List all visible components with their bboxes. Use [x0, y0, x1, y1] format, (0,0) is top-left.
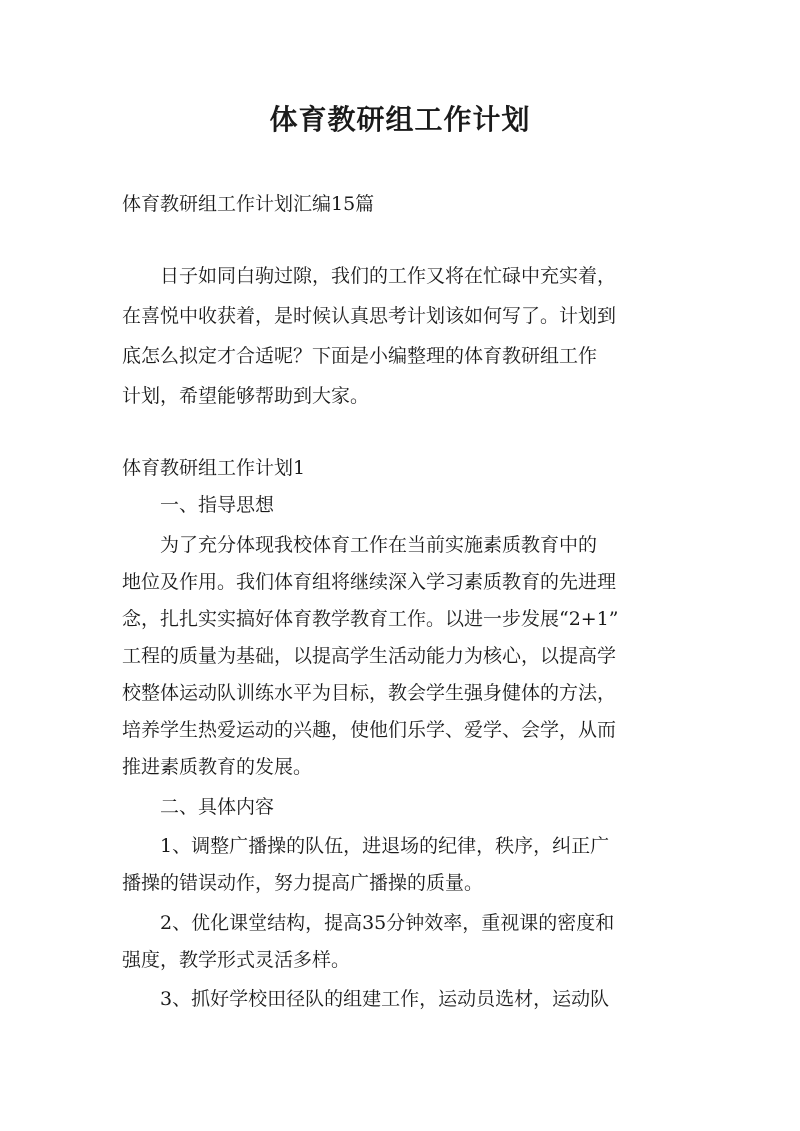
intro-line: 底怎么拟定才合适呢？下面是小编整理的体育教研组工作 [122, 345, 598, 367]
section-heading: 体育教研组工作计划1 [122, 457, 306, 479]
item-line: 播操的错误动作，努力提高广播操的质量。 [122, 872, 484, 894]
part1-body-line: 地位及作用。我们体育组将继续深入学习素质教育的先进理 [122, 571, 617, 593]
item-line: 1、调整广播操的队伍，进退场的纪律，秩序，纠正广 [160, 835, 610, 857]
item-line: 强度，教学形式灵活多样。 [122, 949, 351, 971]
part1-body-line: 培养学生热爱运动的兴趣，使他们乐学、爱学、会学，从而 [122, 719, 617, 741]
part1-body-line: 念，扎扎实实搞好体育教学教育工作。以进一步发展“2+1” [122, 608, 619, 630]
intro-line: 计划，希望能够帮助到大家。 [122, 385, 370, 407]
part1-body-line: 为了充分体现我校体育工作在当前实施素质教育中的 [160, 534, 598, 556]
part1-heading: 一、指导思想 [160, 494, 275, 516]
document-title: 体育教研组工作计划 [269, 103, 531, 136]
part1-body-line: 工程的质量为基础，以提高学生活动能力为核心，以提高学 [122, 645, 617, 667]
item-line: 3、抓好学校田径队的组建工作，运动员选材，运动队 [160, 988, 610, 1010]
part1-body-line: 推进素质教育的发展。 [122, 756, 313, 778]
item-line: 2、优化课堂结构，提高35分钟效率，重视课的密度和 [160, 912, 615, 934]
intro-line: 日子如同白驹过隙，我们的工作又将在忙碌中充实着， [160, 265, 617, 287]
document-subtitle: 体育教研组工作计划汇编15篇 [122, 193, 375, 215]
part1-body-line: 校整体运动队训练水平为目标，教会学生强身健体的方法， [122, 682, 617, 704]
part2-heading: 二、具体内容 [160, 796, 275, 818]
intro-line: 在喜悦中收获着，是时候认真思考计划该如何写了。计划到 [122, 305, 617, 327]
